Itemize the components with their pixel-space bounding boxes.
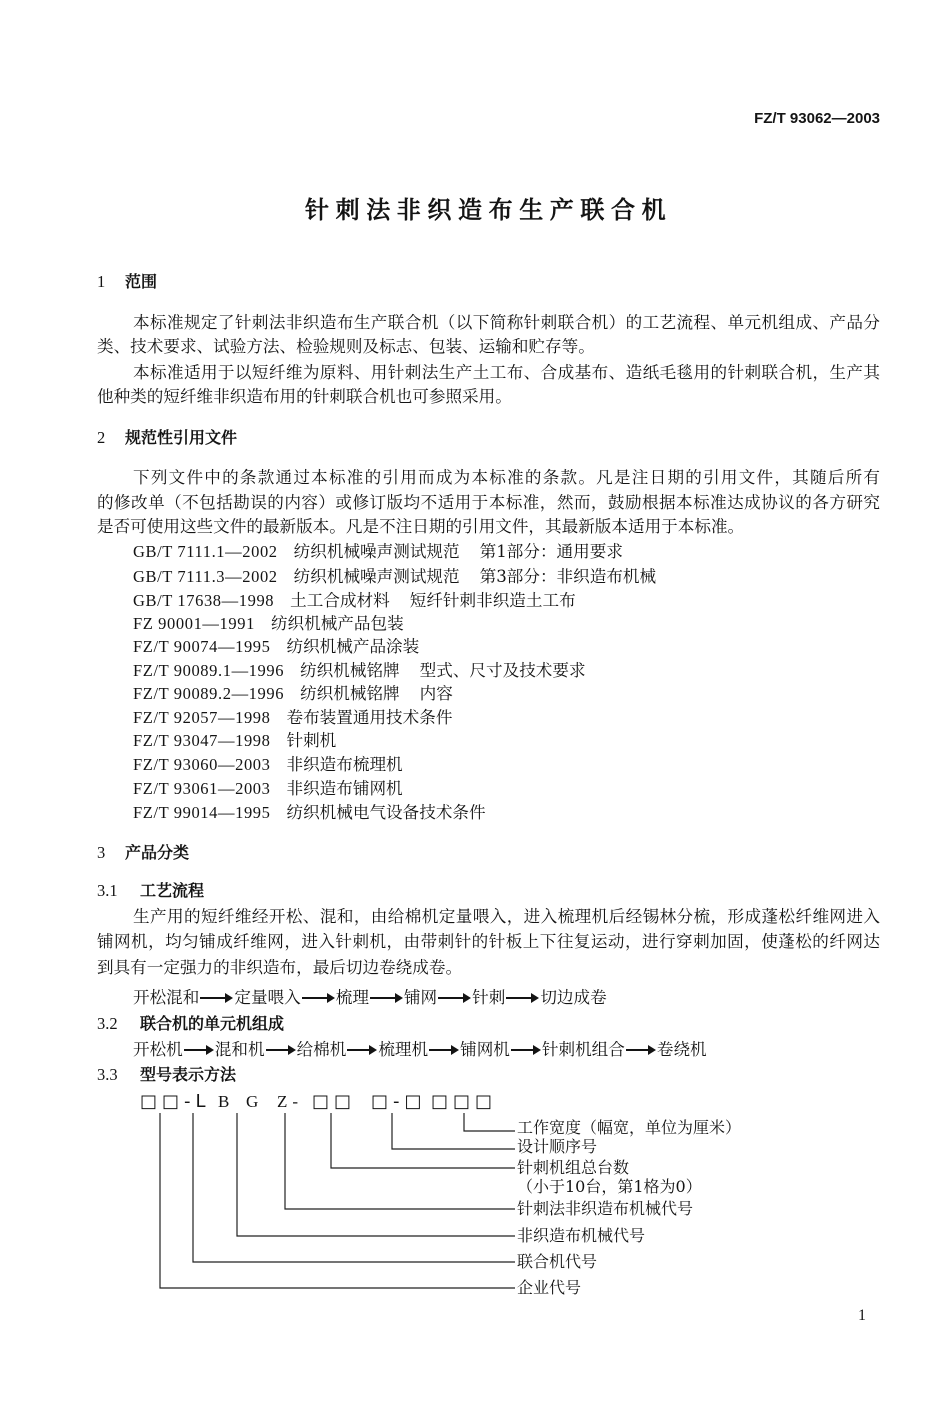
label-needle-punch-code: 针刺法非织造布机械代号 [517, 1199, 694, 1218]
flow-step: 切边成卷 [540, 988, 607, 1007]
subsection-heading [97, 881, 204, 901]
model-code-letter-z: Z- [277, 1092, 304, 1111]
reference-item [133, 661, 586, 681]
reference-code: GB/T 17638—1998 [133, 591, 275, 610]
reference-part: 第3部分：非织造布机械 [479, 567, 657, 586]
arrow-right-icon [438, 993, 471, 1003]
leader-line-needle-punch-code [285, 1113, 515, 1209]
reference-item [133, 614, 404, 634]
model-code-working-width: □□□ [431, 1091, 498, 1112]
reference-item [133, 637, 419, 657]
document-title: 针刺法非织造布生产联合机 [305, 196, 673, 224]
section-heading [97, 428, 237, 448]
reference-code: FZ/T 90074—1995 [133, 637, 271, 656]
label-enterprise-code: 企业代号 [517, 1278, 582, 1297]
label-machine-count: 针刺机组总台数 [517, 1158, 630, 1177]
leader-line-combination-code [193, 1113, 515, 1262]
reference-item [133, 803, 486, 823]
arrow-right-icon [347, 1045, 377, 1055]
flow-step: 梳理 [335, 988, 369, 1007]
flow-step: 开松混和 [133, 988, 200, 1007]
reference-part: 内容 [419, 684, 453, 703]
flow-step: 卷绕机 [656, 1040, 707, 1059]
reference-title: 纺织机械电气设备技术条件 [286, 803, 486, 822]
section-heading [97, 272, 157, 292]
flow-step: 混和机 [214, 1040, 265, 1059]
model-code-letter-b: B [218, 1092, 235, 1111]
paragraph-line: 的修改单（不包括勘误的内容）或修订版均不适用于本标准，然而，鼓励根据本标准达成协议的各方研究 [97, 493, 880, 512]
flow-step: 梳理机 [378, 1040, 429, 1059]
reference-item [133, 591, 576, 611]
reference-item [133, 731, 336, 751]
label-working-width: 工作宽度（幅宽，单位为厘米） [517, 1118, 742, 1137]
paragraph-line: 本标准适用于以短纤维为原料、用针刺法生产土工布、合成基布、造纸毛毯用的针刺联合机，生产其 [133, 363, 880, 382]
flow-step: 定量喂入 [234, 988, 301, 1007]
subsection-heading [97, 1014, 284, 1034]
reference-title: 纺织机械产品涂装 [286, 637, 420, 656]
label-machine-count-note: （小于10台，第1格为0） [517, 1177, 702, 1196]
process-flow [133, 988, 607, 1008]
section-number: 3 [97, 843, 106, 862]
reference-code: FZ/T 93061—2003 [133, 779, 271, 798]
leader-line-enterprise-code [160, 1113, 515, 1288]
reference-code: FZ/T 99014—1995 [133, 803, 271, 822]
reference-code: GB/T 7111.3—2002 [133, 567, 278, 586]
standard-number: FZ/T 93062—2003 [754, 110, 880, 127]
subsection-title: 联合机的单元机组成 [140, 1014, 285, 1033]
section-title: 规范性引用文件 [125, 428, 238, 447]
paragraph-line: 生产用的短纤维经开松、混和，由给棉机定量喂入，进入梳理机后经锡林分梳，形成蓬松纤维网进入 [133, 907, 880, 926]
subsection-title: 型号表示方法 [140, 1065, 237, 1084]
reference-part: 型式、尺寸及技术要求 [419, 661, 586, 680]
reference-part: 第1部分：通用要求 [479, 542, 623, 561]
arrow-right-icon [184, 1045, 214, 1055]
leader-line-working-width [464, 1113, 515, 1131]
label-nonwoven-code: 非织造布机械代号 [517, 1226, 646, 1245]
reference-item [133, 755, 403, 775]
flow-step: 开松机 [133, 1040, 183, 1059]
reference-item [133, 779, 403, 799]
paragraph-line: 是否可使用这些文件的最新版本。凡是不注日期的引用文件，其最新版本适用于本标准。 [97, 517, 745, 536]
model-code-design-sequence: □-□ [371, 1091, 427, 1112]
arrow-right-icon [370, 993, 403, 1003]
reference-title: 纺织机械铭牌 [300, 661, 400, 680]
subsection-number: 3.2 [97, 1014, 118, 1033]
paragraph-line: 他种类的短纤维非织造布用的针刺联合机也可参照采用。 [97, 387, 512, 406]
arrow-right-icon [506, 993, 539, 1003]
reference-item [133, 542, 623, 562]
reference-title: 卷布装置通用技术条件 [286, 708, 453, 727]
reference-title: 非织造布梳理机 [286, 755, 403, 774]
reference-code: FZ/T 93060—2003 [133, 755, 271, 774]
reference-item [133, 708, 452, 728]
reference-code: FZ 90001—1991 [133, 614, 255, 633]
flow-step: 铺网机 [460, 1040, 510, 1059]
reference-title: 纺织机械铭牌 [300, 684, 400, 703]
subsection-number: 3.1 [97, 881, 118, 900]
arrow-right-icon [266, 1045, 296, 1055]
paragraph-line: 类、技术要求、试验方法、检验规则及标志、包装、运输和贮存等。 [97, 337, 595, 356]
reference-part: 短纤针刺非织造土工布 [409, 591, 576, 610]
reference-title: 纺织机械噪声测试规范 [293, 542, 460, 561]
reference-title: 土工合成材料 [290, 591, 390, 610]
reference-code: FZ/T 92057—1998 [133, 708, 271, 727]
flow-step: 针刺 [472, 988, 506, 1007]
page-number: 1 [858, 1307, 866, 1324]
arrow-right-icon [626, 1045, 656, 1055]
model-code-machine-count: □□ [312, 1091, 357, 1112]
reference-title: 针刺机 [286, 731, 337, 750]
flow-step: 给棉机 [296, 1040, 347, 1059]
reference-item [133, 684, 453, 704]
label-combination-code: 联合机代号 [517, 1252, 598, 1271]
section-title: 范围 [125, 272, 158, 291]
paragraph-line: 本标准规定了针刺法非织造布生产联合机（以下简称针刺联合机）的工艺流程、单元机组成、产品分 [133, 313, 880, 332]
model-code-enterprise-and-combination: □□-L [140, 1091, 211, 1112]
subsection-title: 工艺流程 [140, 881, 205, 900]
section-heading [97, 843, 189, 863]
reference-code: FZ/T 93047—1998 [133, 731, 271, 750]
flow-step: 针刺机组合 [541, 1040, 625, 1059]
reference-title: 纺织机械产品包装 [270, 614, 404, 633]
arrow-right-icon [302, 993, 335, 1003]
model-code-letter-g: G [246, 1092, 264, 1111]
reference-code: FZ/T 90089.1—1996 [133, 661, 285, 680]
reference-title: 非织造布铺网机 [286, 779, 403, 798]
machine-composition-flow [133, 1040, 707, 1060]
leader-line-design-sequence [392, 1113, 515, 1149]
arrow-right-icon [429, 1045, 459, 1055]
reference-item [133, 567, 656, 587]
reference-code: FZ/T 90089.2—1996 [133, 684, 285, 703]
section-number: 1 [97, 272, 106, 291]
reference-code: GB/T 7111.1—2002 [133, 542, 278, 561]
leader-line-machine-count [331, 1113, 515, 1168]
paragraph-line: 铺网机，均匀铺成纤维网，进入针刺机，由带刺针的针板上下往复运动，进行穿刺加固，使蓬松的纤网达 [97, 932, 880, 951]
label-design-sequence: 设计顺序号 [517, 1137, 598, 1156]
paragraph-line: 下列文件中的条款通过本标准的引用而成为本标准的条款。凡是注日期的引用文件，其随后所有 [133, 468, 880, 487]
section-title: 产品分类 [125, 843, 190, 862]
section-number: 2 [97, 428, 106, 447]
paragraph-line: 到具有一定强力的非织造布，最后切边卷绕成卷。 [97, 958, 463, 977]
arrow-right-icon [511, 1045, 541, 1055]
leader-line-nonwoven-code [237, 1113, 515, 1236]
reference-title: 纺织机械噪声测试规范 [293, 567, 460, 586]
arrow-right-icon [200, 993, 233, 1003]
subsection-number: 3.3 [97, 1065, 118, 1084]
subsection-heading [97, 1065, 236, 1085]
flow-step: 铺网 [403, 988, 438, 1007]
